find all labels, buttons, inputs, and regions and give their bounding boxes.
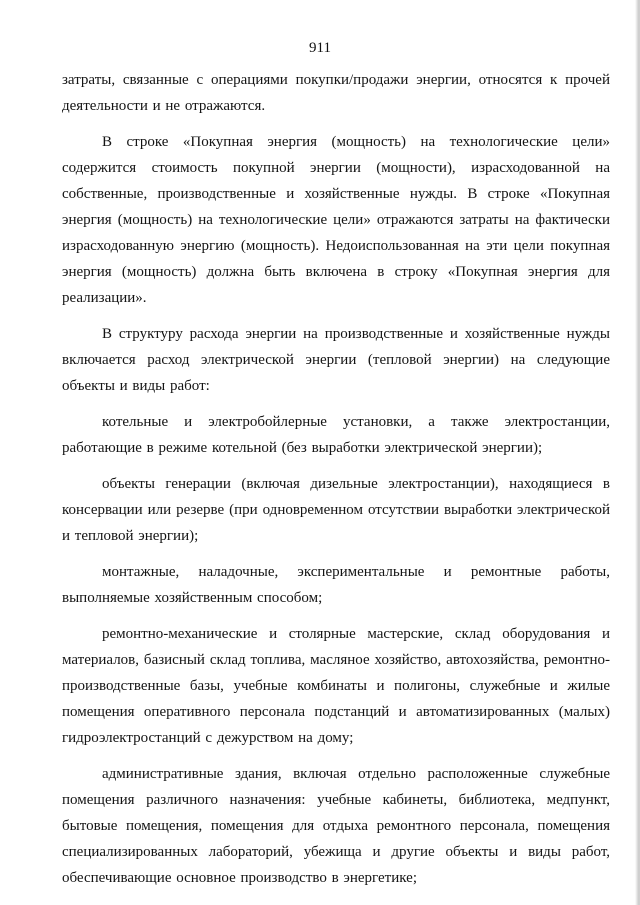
paragraph: В структуру расхода энергии на производственные и хозяйственные нужды включается расход электрической энергии (тепловой энергии) на следующие объекты и виды работ:: [62, 326, 610, 394]
list-item-paragraph: административные здания, включая отдельно расположенные служебные помещения различного назначения: учебные кабинеты, библиотека, медпункт, бытовые помещения, помещения для отдыха ремонтного персонала, помещения специализированных лабораторий, убежища и другие объекты и виды работ, обеспечивающие основное производство в энергетике;: [62, 766, 610, 886]
paragraph: В строке «Покупная энергия (мощность) на технологические цели» содержится стоимость покупной энергии (мощности), израсходованной на собственные, производственные и хозяйственные нужды. В строке «Покупная энергия (мощность) на технологические цели» отражаются затраты на фактически израсходованную энергию (мощность). Недоиспользованная на эти цели покупная энергия (мощность) должна быть включена в строку «Покупная энергия для реализации».: [62, 134, 610, 306]
list-item-paragraph: монтажные, наладочные, экспериментальные и ремонтные работы, выполняемые хозяйственным способом;: [62, 564, 610, 606]
paragraph-continuation: затраты, связанные с операциями покупки/продажи энергии, относятся к прочей деятельности и не отражаются.: [62, 72, 610, 114]
list-item-paragraph: объекты генерации (включая дизельные электростанции), находящиеся в консервации или резерве (при одновременном отсутствии выработки электрической и тепловой энергии);: [62, 476, 610, 544]
document-body: [62, 67, 610, 901]
list-item-paragraph: ремонтно-механические и столярные мастерские, склад оборудования и материалов, базисный склад топлива, масляное хозяйство, автохозяйства, ремонтно-производственные базы, учебные комбинаты и полигоны, служебные и жилые помещения оперативного персонала подстанций и автоматизированных (малых) гидроэлектростанций с дежурством на дому;: [62, 626, 610, 746]
list-item-paragraph: котельные и электробойлерные установки, а также электростанции, работающие в режиме котельной (без выработки электрической энергии);: [62, 414, 610, 456]
page-number: 911: [309, 40, 331, 56]
